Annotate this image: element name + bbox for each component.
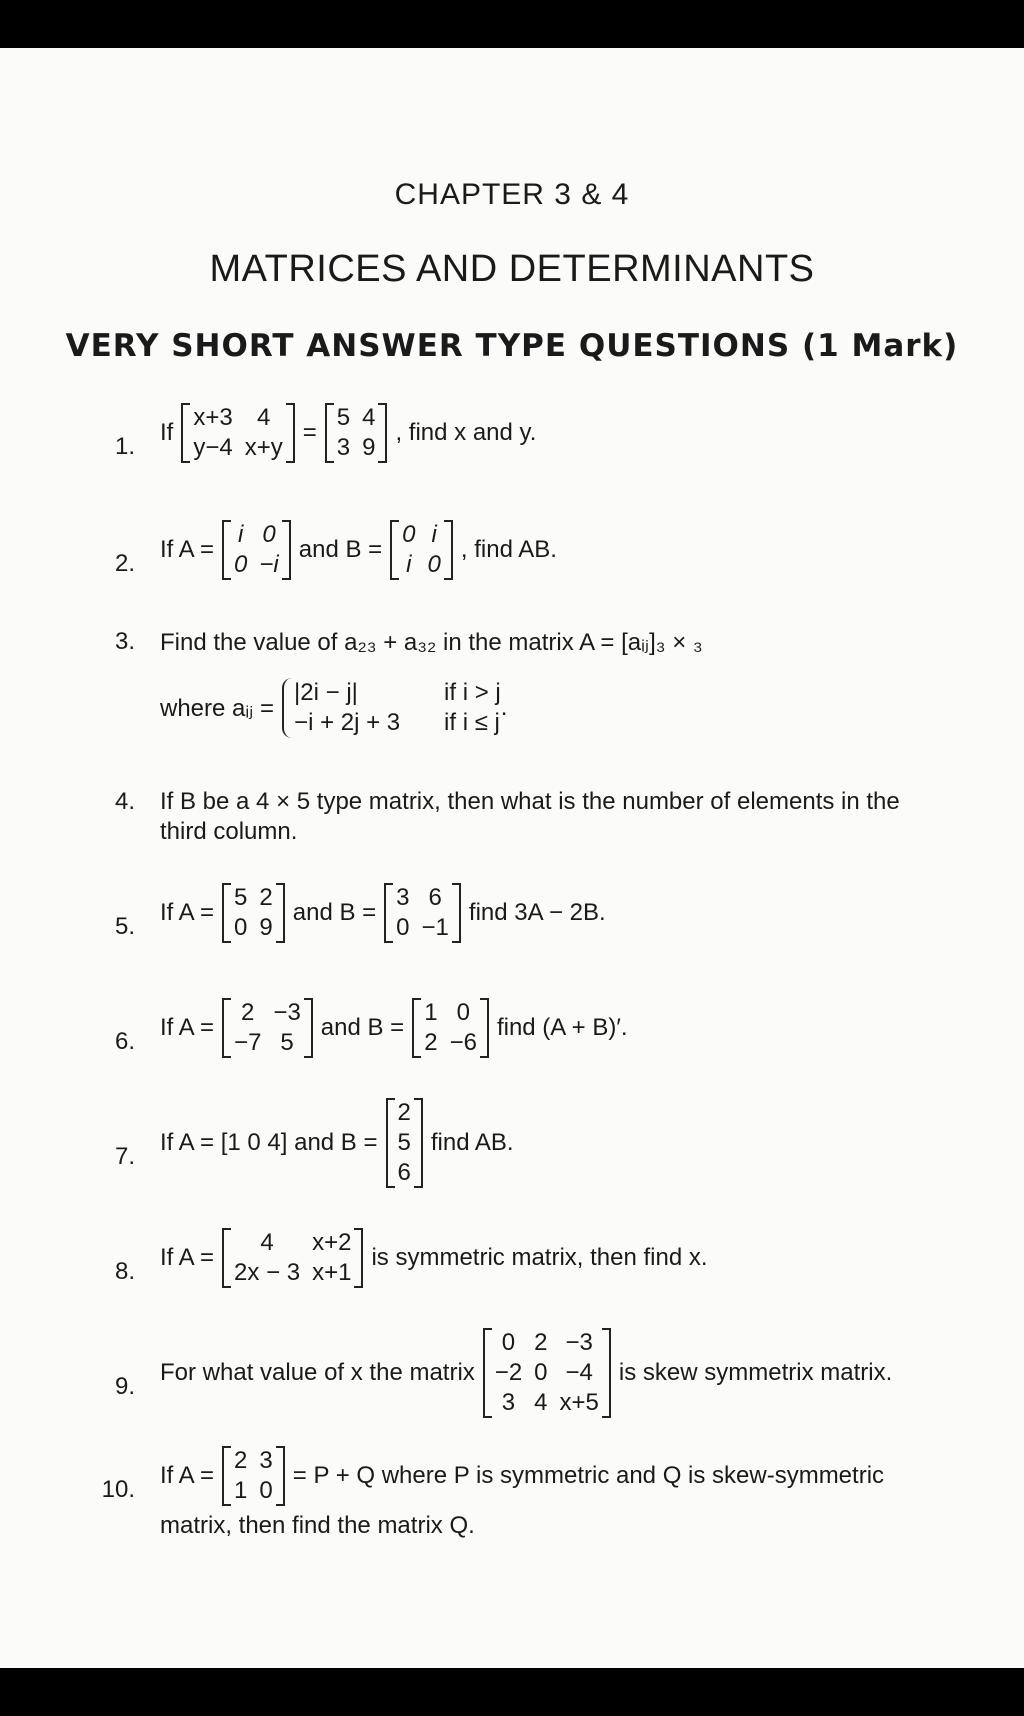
matrix	[222, 883, 285, 943]
math-text: |2i − j|	[294, 679, 358, 706]
math-text: 5	[336, 404, 351, 431]
math-text: −2	[494, 1359, 523, 1386]
math-text: where aᵢⱼ =	[160, 694, 275, 722]
math-text: 4	[362, 404, 376, 431]
math-text: 4	[260, 1229, 274, 1256]
math-text: , find x and y.	[395, 419, 537, 446]
math-text: 6	[428, 884, 442, 911]
math-text: If B be a 4 × 5 type matrix, then what is the number of elements in the	[160, 788, 900, 815]
math-text: If A =	[160, 1462, 215, 1489]
math-text: i	[406, 551, 412, 578]
matrix	[483, 1328, 611, 1418]
matrix	[222, 998, 313, 1058]
math-text: 2.	[114, 550, 135, 577]
math-text: 5	[280, 1029, 294, 1056]
math-text: 4	[257, 404, 271, 431]
math-text: third column.	[160, 818, 298, 845]
math-text: 3	[336, 434, 351, 461]
math-text: If A =	[160, 536, 215, 563]
math-text: Find the value of a₂₃ + a₃₂ in the matrix A = [aᵢⱼ]₃ × ₃	[160, 629, 703, 656]
math-text: 4	[534, 1389, 548, 1416]
math-text: , find AB.	[460, 536, 557, 563]
matrix	[390, 520, 453, 580]
math-text: 0	[534, 1359, 548, 1386]
math-text: 5	[234, 884, 248, 911]
math-text: x+3	[193, 404, 233, 431]
math-text: −7	[234, 1029, 262, 1056]
math-text: = P + Q where P is symmetric and Q is skew-symmetric	[292, 1462, 885, 1489]
math-text: i	[238, 521, 244, 548]
math-text: 3	[396, 884, 410, 911]
math-text: For what value of x the matrix	[160, 1359, 475, 1386]
matrix	[386, 1098, 423, 1188]
math-text: If A =	[160, 1014, 215, 1041]
chapter-heading: CHAPTER 3 & 4	[394, 178, 630, 211]
math-text: 9.	[114, 1373, 135, 1400]
math-text: If	[160, 419, 174, 446]
math-text: 5	[397, 1129, 411, 1156]
math-text: 2	[424, 1029, 438, 1056]
math-text: and B =	[298, 536, 383, 563]
math-text: is symmetric matrix, then find x.	[371, 1244, 708, 1271]
math-text: find (A + B)′.	[496, 1014, 628, 1041]
math-text: 0	[501, 1329, 516, 1356]
math-text: 5.	[114, 913, 135, 940]
math-text: 0	[456, 999, 470, 1026]
math-text: 2	[259, 884, 273, 911]
math-text: is skew symmetrix matrix.	[618, 1359, 893, 1386]
math-text: −i + 2j + 3	[294, 709, 401, 736]
math-text: and B =	[292, 899, 377, 926]
piecewise-definition	[282, 678, 501, 738]
math-text: find AB.	[430, 1129, 514, 1156]
section-heading: VERY SHORT ANSWER TYPE QUESTIONS (1 Mark)	[65, 328, 959, 364]
math-text: 9	[362, 434, 376, 461]
math-text: 1	[424, 999, 438, 1026]
page-title: MATRICES AND DETERMINANTS	[209, 248, 815, 290]
math-text: 7.	[114, 1143, 135, 1170]
math-text: −1	[421, 914, 449, 941]
matrix	[222, 520, 291, 580]
math-text: 6	[397, 1159, 411, 1186]
math-text: find 3A − 2B.	[468, 899, 606, 926]
matrix	[325, 403, 388, 463]
math-text: −3	[565, 1329, 593, 1356]
math-text: i	[431, 521, 437, 548]
math-text: −i	[259, 551, 279, 578]
math-text: matrix, then find the matrix Q.	[160, 1512, 475, 1539]
math-text: −4	[565, 1359, 593, 1386]
math-text: 2	[397, 1099, 411, 1126]
math-text: .	[500, 694, 508, 721]
worksheet-page	[0, 48, 1024, 1668]
math-text: If A =	[160, 1244, 215, 1271]
matrix	[384, 883, 461, 943]
math-text: 0	[259, 1477, 273, 1504]
math-text: 1.	[114, 433, 135, 460]
math-text: x+2	[312, 1229, 352, 1256]
math-text: 0	[396, 914, 410, 941]
math-text: 2	[241, 999, 255, 1026]
math-text: 6.	[114, 1028, 135, 1055]
math-text: =	[302, 419, 317, 446]
math-text: 2	[534, 1329, 548, 1356]
math-text: y−4	[193, 434, 233, 461]
matrix	[222, 1228, 363, 1288]
math-text: 4.	[114, 788, 135, 815]
math-text: −3	[273, 999, 301, 1026]
math-text: 0	[262, 521, 276, 548]
math-text: If A =	[160, 899, 215, 926]
math-text: −6	[449, 1029, 477, 1056]
matrix	[181, 403, 294, 463]
math-text: x+5	[559, 1389, 599, 1416]
math-text: 2	[234, 1447, 248, 1474]
math-text: x+y	[244, 434, 283, 461]
math-text: 0	[234, 551, 248, 578]
math-text: and B =	[320, 1014, 405, 1041]
math-text: 3	[501, 1389, 516, 1416]
math-text: 8.	[114, 1258, 135, 1285]
matrix	[222, 1446, 285, 1506]
math-text: 2x − 3	[234, 1259, 301, 1286]
math-text: if i > j	[444, 679, 501, 706]
math-text: If A = [1 0 4] and B =	[160, 1129, 378, 1156]
math-text: 9	[259, 914, 273, 941]
math-text: 0	[402, 521, 416, 548]
math-text: 10.	[101, 1476, 135, 1503]
math-text: 0	[234, 914, 248, 941]
math-text: 3.	[114, 628, 135, 655]
math-text: 0	[427, 551, 441, 578]
matrix	[412, 998, 489, 1058]
math-text: 3	[259, 1447, 273, 1474]
math-text: if i ≤ j	[444, 709, 500, 736]
math-text: x+1	[312, 1259, 352, 1286]
math-text: 1	[234, 1477, 248, 1504]
